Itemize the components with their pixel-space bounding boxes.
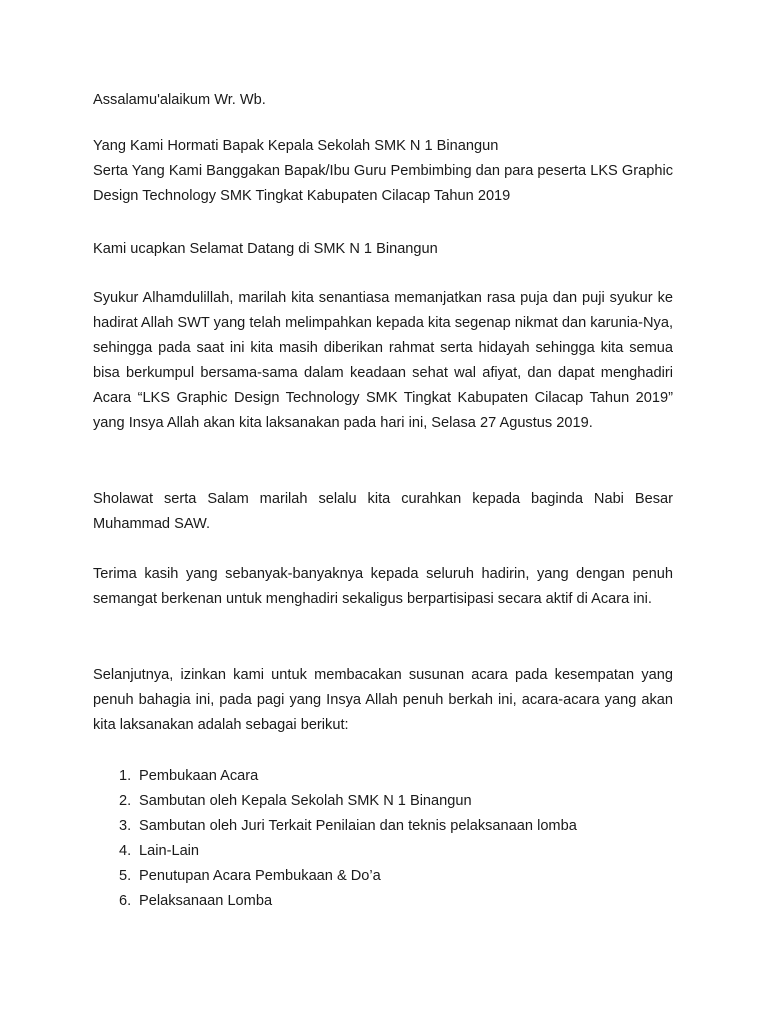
welcome-text: Kami ucapkan Selamat Datang di SMK N 1 Binangun [93,241,438,257]
list-item [93,889,673,914]
list-item-number: 1. [119,768,132,784]
list-item-number: 6. [119,893,132,909]
list-item-number: 4. [119,843,132,859]
list-item-number: 5. [119,868,132,884]
list-item-text: Sambutan oleh Juri Terkait Penilaian dan teknis pelaksanaan lomba [139,818,577,834]
agenda-list [93,764,673,914]
list-item [93,814,673,839]
paragraph-agenda-intro: Selanjutnya, izinkan kami untuk membacakan susunan acara pada kesempatan yang penuh bahagia ini, pada pagi yang Insya Allah penuh berkah ini, acara-acara yang akan kita laksanakan adalah sebagai berikut: [93,667,673,733]
list-item [93,864,673,889]
paragraph-sholawat: Sholawat serta Salam marilah selalu kita curahkan kepada baginda Nabi Besar Muhammad SAW. [93,491,673,532]
list-item [93,764,673,789]
list-item [93,839,673,864]
list-item-text: Pelaksanaan Lomba [139,893,273,909]
list-item-number: 3. [119,818,132,834]
list-item-text: Lain-Lain [139,843,200,859]
address-line-2: Serta Yang Kami Banggakan Bapak/Ibu Guru Pembimbing dan para peserta LKS Graphic Design Technology SMK Tingkat Kabupaten Cilacap Tahun 2019 [93,163,673,204]
list-item-number: 2. [119,793,132,809]
address-block [93,134,673,209]
paragraph-thanks: Terima kasih yang sebanyak-banyaknya kepada seluruh hadirin, yang dengan penuh semangat berkenan untuk menghadiri sekaligus berpartisipasi secara aktif di Acara ini. [93,566,673,607]
list-item-text: Pembukaan Acara [139,768,259,784]
greeting: Assalamu'alaikum Wr. Wb. [93,92,266,108]
list-item-text: Sambutan oleh Kepala Sekolah SMK N 1 Binangun [139,793,472,809]
list-item [93,789,673,814]
paragraph-gratitude: Syukur Alhamdulillah, marilah kita senantiasa memanjatkan rasa puja dan puji syukur ke hadirat Allah SWT yang telah melimpahkan kepada kita segenap nikmat dan karunia-Nya, sehingga pada saat ini kita masih diberikan rahmat serta hidayah sehingga kita semua bisa berkumpul bersama-sama dalam keadaan sehat wal afiyat, dan dapat menghadiri Acara “LKS Graphic Design Technology SMK Tingkat Kabupaten Cilacap Tahun 2019” yang Insya Allah akan kita laksanakan pada hari ini, Selasa 27 Agustus 2019. [93,290,673,431]
address-line-1: Yang Kami Hormati Bapak Kepala Sekolah SMK N 1 Binangun [93,138,499,154]
list-item-text: Penutupan Acara Pembukaan & Do’a [139,868,381,884]
